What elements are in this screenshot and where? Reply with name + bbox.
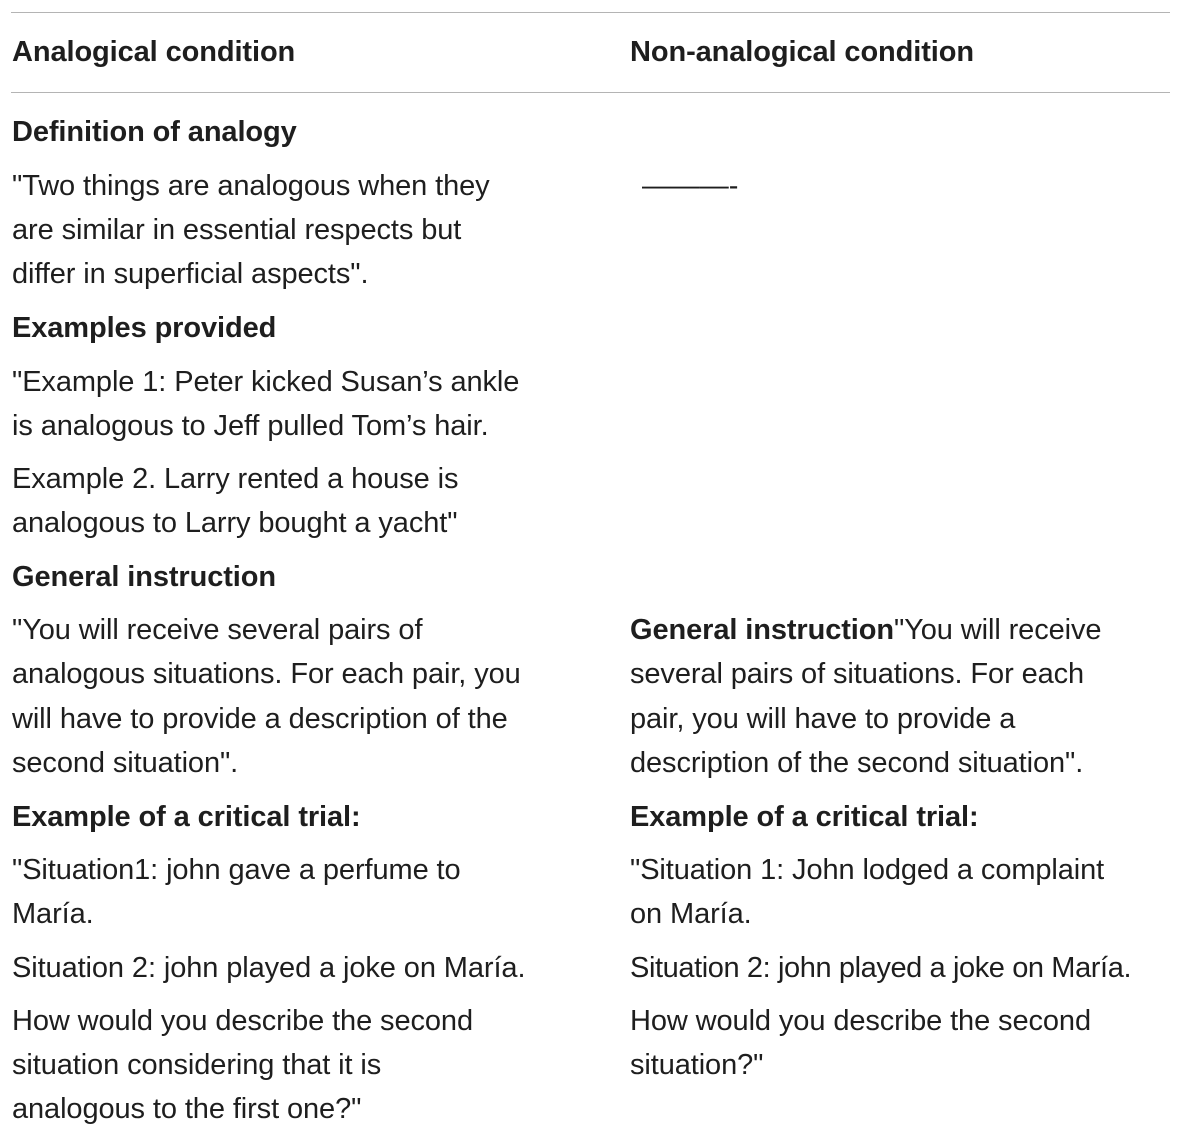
question-line: How would you describe the second xyxy=(630,1005,1091,1037)
header-rule xyxy=(11,92,1170,93)
definition-line: are similar in essential respects but xyxy=(12,214,462,246)
question-line: situation considering that it is xyxy=(12,1049,382,1081)
example1-line: "Example 1: Peter kicked Susan’s ankle xyxy=(12,366,520,398)
example1-line: is analogous to Jeff pulled Tom’s hair. xyxy=(12,410,489,442)
instruction-line: "You will receive several pairs of xyxy=(12,614,423,646)
situation2-line: Situation 2: john played a joke on María. xyxy=(12,952,526,984)
situation1-line: "Situation1: john gave a perfume to xyxy=(12,854,461,886)
instruction-line: description of the second situation". xyxy=(630,747,1084,779)
header-non-analogical: Non-analogical condition xyxy=(630,36,974,68)
question-line: situation?" xyxy=(630,1049,764,1081)
examples-heading: Examples provided xyxy=(12,312,277,344)
critical-trial-heading: Example of a critical trial: xyxy=(12,801,361,833)
definition-line: "Two things are analogous when they xyxy=(12,170,490,202)
situation1-line: María. xyxy=(12,898,94,930)
instruction-line: second situation". xyxy=(12,747,239,779)
definition-line: differ in superficial aspects". xyxy=(12,258,369,290)
example2-line: analogous to Larry bought a yacht" xyxy=(12,507,458,539)
definition-placeholder: ———- xyxy=(642,170,739,202)
instruction-line: will have to provide a description of the xyxy=(12,703,508,735)
critical-trial-heading: Example of a critical trial: xyxy=(630,801,979,833)
instruction-line-first xyxy=(630,608,1101,652)
example2-line: Example 2. Larry rented a house is xyxy=(12,463,459,495)
instruction-text: "You will receive xyxy=(894,614,1102,646)
definition-heading: Definition of analogy xyxy=(12,116,297,148)
instruction-line: several pairs of situations. For each xyxy=(630,658,1085,690)
situation1-line: "Situation 1: John lodged a complaint xyxy=(630,854,1105,886)
top-rule xyxy=(11,12,1170,13)
instruction-line: pair, you will have to provide a xyxy=(630,703,1016,735)
situation2-line: Situation 2: john played a joke on María. xyxy=(630,952,1132,984)
question-line: analogous to the first one?" xyxy=(12,1093,362,1125)
instruction-line: analogous situations. For each pair, you xyxy=(12,658,521,690)
instruction-heading: General instruction xyxy=(630,614,894,646)
header-analogical: Analogical condition xyxy=(12,36,296,68)
situation1-line: on María. xyxy=(630,898,752,930)
instruction-heading: General instruction xyxy=(12,561,276,593)
question-line: How would you describe the second xyxy=(12,1005,473,1037)
